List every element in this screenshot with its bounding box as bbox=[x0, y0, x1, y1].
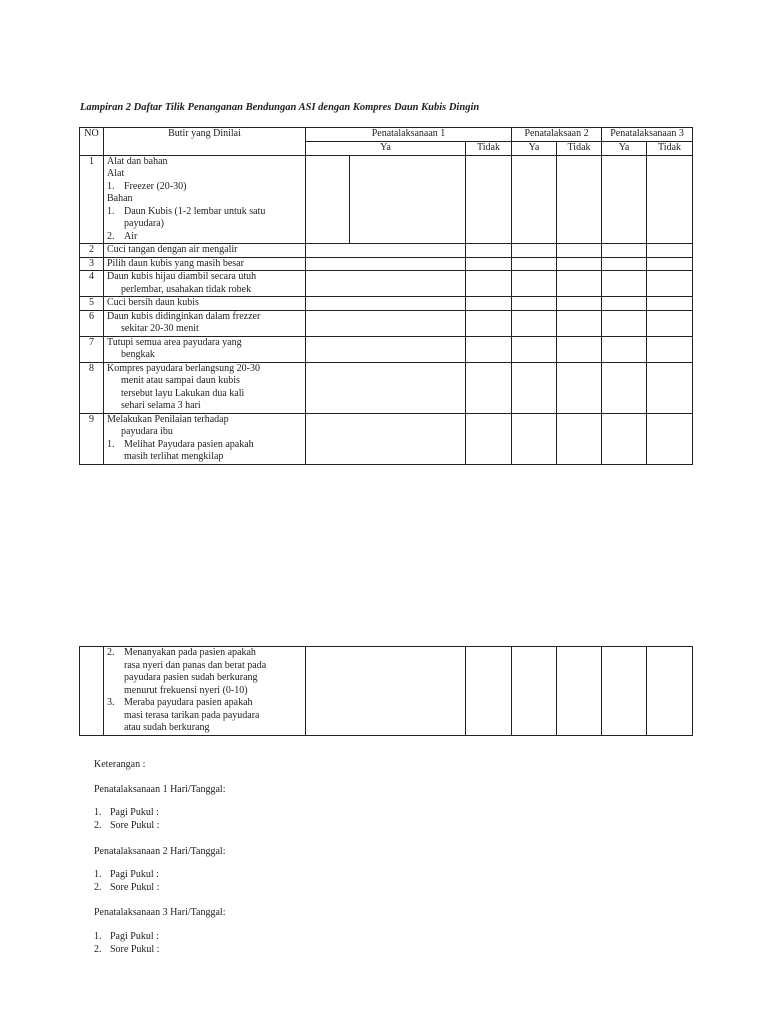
cell-tidak-1[interactable] bbox=[466, 647, 512, 736]
row-text: Daun kubis didinginkan dalam frezzer sekitar 20-30 menit bbox=[104, 310, 306, 336]
section-1-title: Penatalaksanaan 1 Hari/Tanggal: bbox=[94, 784, 226, 795]
section-3-title: Penatalaksanaan 3 Hari/Tanggal: bbox=[94, 907, 226, 918]
cell-ya-2[interactable] bbox=[512, 413, 557, 464]
header-ya-2: Ya bbox=[512, 142, 557, 156]
list-item: 2. Sore Pukul : bbox=[94, 944, 160, 955]
cell-tidak-1[interactable] bbox=[466, 297, 512, 311]
cell-tidak-2[interactable] bbox=[557, 336, 602, 362]
cell-ya-2[interactable] bbox=[512, 362, 557, 413]
header-no: NO bbox=[80, 128, 104, 156]
table-row bbox=[80, 362, 693, 413]
cell-tidak-3[interactable] bbox=[647, 297, 693, 311]
cell-ya-1[interactable] bbox=[306, 257, 466, 271]
cell-tidak-2[interactable] bbox=[557, 413, 602, 464]
cell-ya-2[interactable] bbox=[512, 310, 557, 336]
table-row bbox=[80, 310, 693, 336]
table-row bbox=[80, 647, 693, 736]
cell-tidak-3[interactable] bbox=[647, 413, 693, 464]
cell-tidak-2[interactable] bbox=[557, 155, 602, 244]
cell-tidak-3[interactable] bbox=[647, 647, 693, 736]
table-row bbox=[80, 155, 693, 244]
table-row bbox=[80, 271, 693, 297]
cell-tidak-3[interactable] bbox=[647, 257, 693, 271]
header-tidak-1: Tidak bbox=[466, 142, 512, 156]
cell-ya-3[interactable] bbox=[602, 647, 647, 736]
row-text: Cuci bersih daun kubis bbox=[104, 297, 306, 311]
checklist-table bbox=[79, 127, 693, 465]
row-number: 6 bbox=[80, 310, 104, 336]
list-item: 2. Sore Pukul : bbox=[94, 820, 160, 831]
table-row bbox=[80, 336, 693, 362]
cell-ya-1[interactable] bbox=[306, 413, 466, 464]
cell-ya-3[interactable] bbox=[602, 271, 647, 297]
cell-tidak-3[interactable] bbox=[647, 362, 693, 413]
cell-ya-3[interactable] bbox=[602, 413, 647, 464]
row-text: Cuci tangan dengan air mengalir bbox=[104, 244, 306, 258]
row-text: Kompres payudara berlangsung 20-30 menit atau sampai daun kubis tersebut layu Lakukan dua kali sehari selama 3 hari bbox=[104, 362, 306, 413]
cell-tidak-3[interactable] bbox=[647, 155, 693, 244]
cell-tidak-2[interactable] bbox=[557, 362, 602, 413]
cell-ya-2[interactable] bbox=[512, 297, 557, 311]
table-row bbox=[80, 413, 693, 464]
cell-ya-1b[interactable] bbox=[350, 155, 466, 244]
section-2-list bbox=[94, 868, 159, 894]
cell-tidak-3[interactable] bbox=[647, 336, 693, 362]
header-penatalaksanaan-3: Penatalaksanaan 3 bbox=[602, 128, 693, 142]
cell-tidak-2[interactable] bbox=[557, 257, 602, 271]
cell-ya-1[interactable] bbox=[306, 244, 466, 258]
cell-tidak-2[interactable] bbox=[557, 271, 602, 297]
section-1-list bbox=[94, 806, 159, 832]
cell-ya-2[interactable] bbox=[512, 155, 557, 244]
table-row bbox=[80, 244, 693, 258]
cell-tidak-2[interactable] bbox=[557, 647, 602, 736]
cell-tidak-1[interactable] bbox=[466, 155, 512, 244]
row-number: 2 bbox=[80, 244, 104, 258]
cell-tidak-1[interactable] bbox=[466, 244, 512, 258]
list-item: 1. Pagi Pukul : bbox=[94, 869, 159, 880]
row-number: 5 bbox=[80, 297, 104, 311]
list-item: 1. Pagi Pukul : bbox=[94, 807, 159, 818]
header-tidak-3: Tidak bbox=[647, 142, 693, 156]
cell-ya-1[interactable] bbox=[306, 336, 466, 362]
cell-tidak-2[interactable] bbox=[557, 244, 602, 258]
cell-ya-2[interactable] bbox=[512, 647, 557, 736]
cell-ya-2[interactable] bbox=[512, 244, 557, 258]
section-3-list bbox=[94, 930, 159, 956]
checklist-table-continued bbox=[79, 646, 693, 736]
cell-ya-3[interactable] bbox=[602, 155, 647, 244]
header-penatalaksanaan-2: Penatalaksaan 2 bbox=[512, 128, 602, 142]
cell-ya-3[interactable] bbox=[602, 244, 647, 258]
row-text: Daun kubis hijau diambil secara utuh perlembar, usahakan tidak robek bbox=[104, 271, 306, 297]
row-text: Melakukan Penilaian terhadap payudara ibu 1. Melihat Payudara pasien apakah masih terlihat mengkilap bbox=[104, 413, 306, 464]
row-text: Tutupi semua area payudara yang bengkak bbox=[104, 336, 306, 362]
row-number: 1 bbox=[80, 155, 104, 244]
cell-tidak-2[interactable] bbox=[557, 310, 602, 336]
cell-tidak-1[interactable] bbox=[466, 413, 512, 464]
cell-ya-2[interactable] bbox=[512, 336, 557, 362]
cell-ya-1a[interactable] bbox=[306, 155, 350, 244]
header-penatalaksanaan-1: Penatalaksanaan 1 bbox=[306, 128, 512, 142]
header-butir: Butir yang Dinilai bbox=[104, 128, 306, 156]
cell-tidak-2[interactable] bbox=[557, 297, 602, 311]
cell-ya-3[interactable] bbox=[602, 257, 647, 271]
row-text: Pilih daun kubis yang masih besar bbox=[104, 257, 306, 271]
cell-tidak-3[interactable] bbox=[647, 244, 693, 258]
cell-ya-2[interactable] bbox=[512, 271, 557, 297]
row-number bbox=[80, 647, 104, 736]
cell-tidak-3[interactable] bbox=[647, 271, 693, 297]
row-text: Alat dan bahan Alat 1. Freezer (20-30) Bahan 1. Daun Kubis (1-2 lembar untuk satu payudara) 2. Air bbox=[104, 155, 306, 244]
cell-tidak-1[interactable] bbox=[466, 336, 512, 362]
header-ya-3: Ya bbox=[602, 142, 647, 156]
cell-ya-1[interactable] bbox=[306, 297, 466, 311]
cell-ya-1[interactable] bbox=[306, 362, 466, 413]
row-number: 8 bbox=[80, 362, 104, 413]
cell-tidak-1[interactable] bbox=[466, 362, 512, 413]
cell-ya-3[interactable] bbox=[602, 297, 647, 311]
row-number: 7 bbox=[80, 336, 104, 362]
row-number: 9 bbox=[80, 413, 104, 464]
cell-tidak-1[interactable] bbox=[466, 257, 512, 271]
header-ya-1: Ya bbox=[306, 142, 466, 156]
cell-ya-3[interactable] bbox=[602, 336, 647, 362]
cell-ya-3[interactable] bbox=[602, 362, 647, 413]
table-row bbox=[80, 257, 693, 271]
cell-ya-1[interactable] bbox=[306, 271, 466, 297]
header-tidak-2: Tidak bbox=[557, 142, 602, 156]
cell-ya-1[interactable] bbox=[306, 310, 466, 336]
row-number: 3 bbox=[80, 257, 104, 271]
keterangan-label: Keterangan : bbox=[94, 759, 146, 770]
cell-ya-3[interactable] bbox=[602, 310, 647, 336]
cell-tidak-1[interactable] bbox=[466, 271, 512, 297]
cell-ya-1[interactable] bbox=[306, 647, 466, 736]
cell-ya-2[interactable] bbox=[512, 257, 557, 271]
list-item: 2. Sore Pukul : bbox=[94, 882, 160, 893]
cell-tidak-1[interactable] bbox=[466, 310, 512, 336]
section-2-title: Penatalaksanaan 2 Hari/Tanggal: bbox=[94, 846, 226, 857]
row-text: 2. Menanyakan pada pasien apakah rasa nyeri dan panas dan berat pada payudara pasien sudah berkurang menurut frekuensi nyeri (0-10) 3. Meraba payudara pasien apakah masi terasa tarikan pada payudara atau sudah berkurang bbox=[104, 647, 306, 736]
list-item: 1. Pagi Pukul : bbox=[94, 931, 159, 942]
row-number: 4 bbox=[80, 271, 104, 297]
document-title: Lampiran 2 Daftar Tilik Penanganan Bendungan ASI dengan Kompres Daun Kubis Dingin bbox=[80, 102, 480, 113]
table-row bbox=[80, 297, 693, 311]
cell-tidak-3[interactable] bbox=[647, 310, 693, 336]
